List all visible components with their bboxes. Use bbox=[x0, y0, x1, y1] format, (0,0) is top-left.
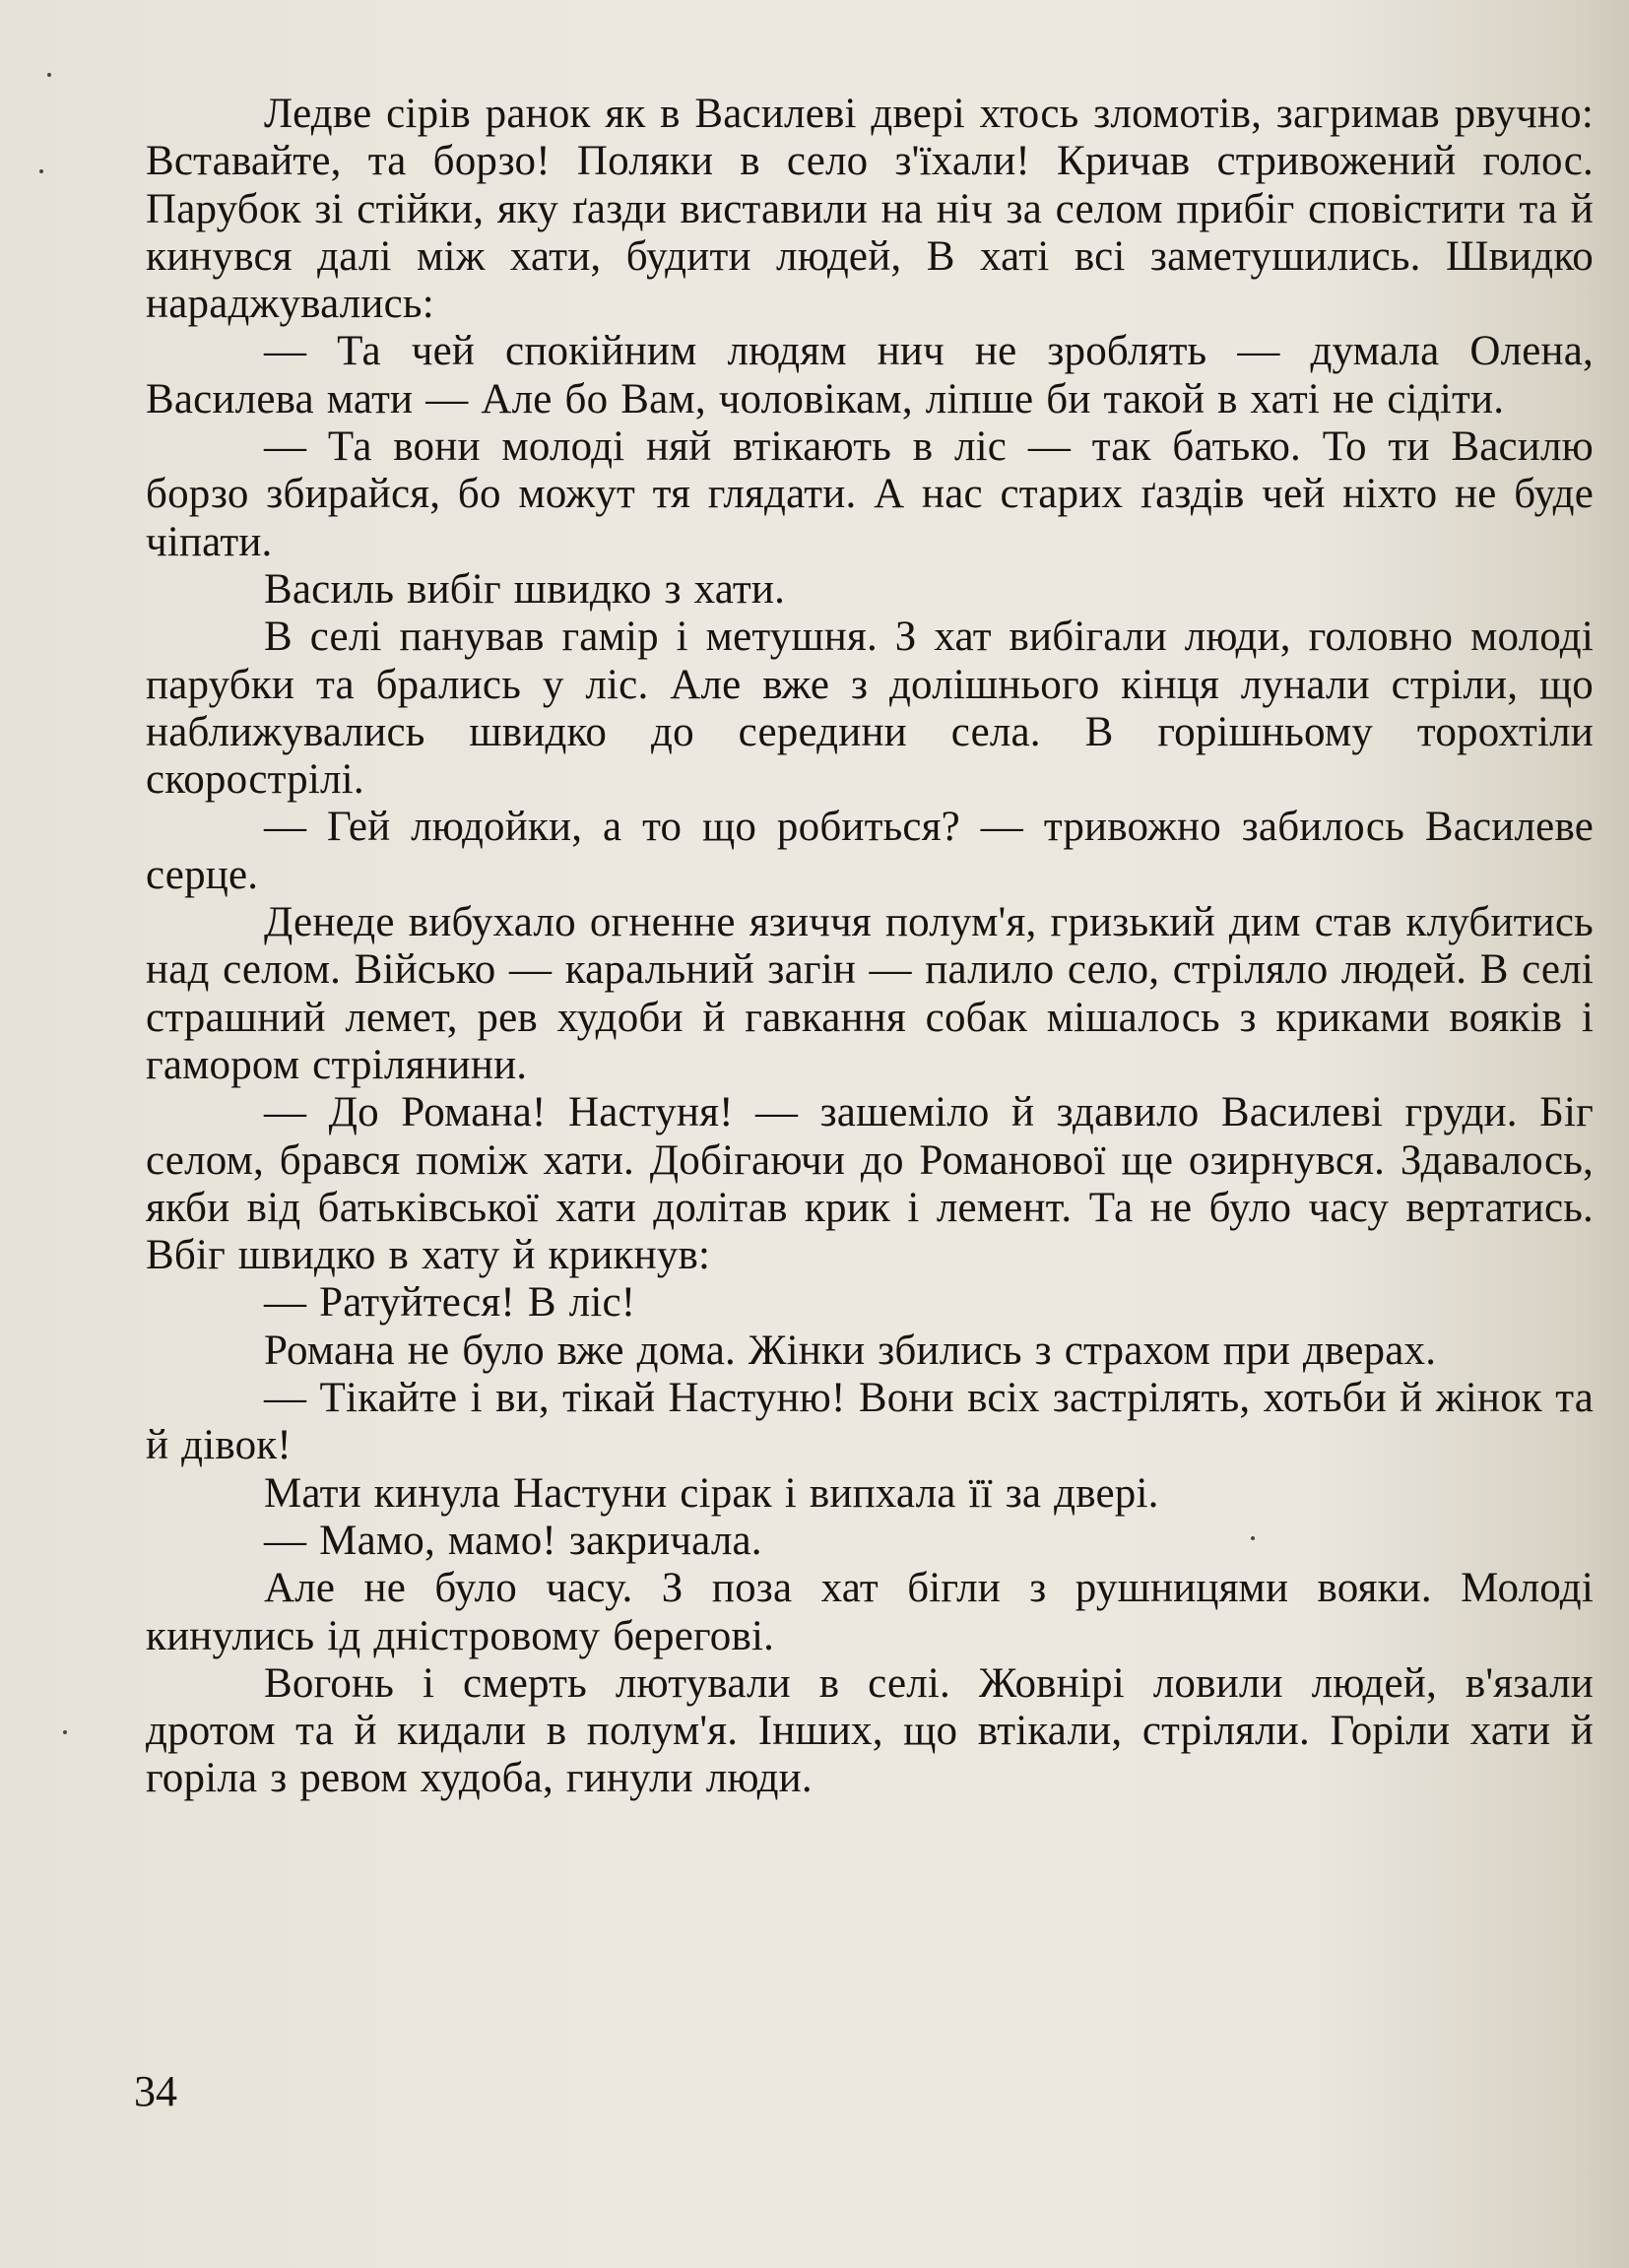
paper-speck bbox=[1251, 1536, 1255, 1540]
paragraph: Мати кинула Настуни сірак і випхала її за двері. bbox=[264, 1469, 1159, 1517]
paragraph: — Та вони молоді няй втікають в ліс — так батько. То ти Василю борзо збирайся, бо можут тя глядати. А нас старих ґаздів чей ніхто не буде чіпати. bbox=[146, 423, 1594, 565]
paragraph: — Гей людойки, а то що робиться? — тривожно забилось Василеве серце. bbox=[146, 804, 1594, 898]
page-number: 34 bbox=[134, 2067, 177, 2115]
paragraph: Денеде вибухало огненне язиччя полум'я, гризький дим став клубитись над селом. Військо — каральний загін — палило село, стріляло людей. В селі страшний лемет, рев худоби й гавкання собак мішалось з криками вояків і гамором стрілянини. bbox=[146, 899, 1594, 1088]
paragraph: — Мамо, мамо! закричала. bbox=[264, 1517, 762, 1564]
paper-speck bbox=[39, 169, 43, 173]
paragraph: В селі панував гамір і метушня. З хат вибігали люди, головно молоді парубки та брались у ліс. Але вже з долішнього кінця лунали стріли, що наближувались швидко до середини села. В горішньому торохтіли скорострілі. bbox=[146, 614, 1594, 804]
paragraph: — Тікайте і ви, тікай Настуню! Вони всіх застрілять, хотьби й жінок та й дівок! bbox=[146, 1375, 1594, 1469]
paragraph: — До Романа! Настуня! — зашеміло й здавило Василеві груди. Біг селом, брався поміж хати. Добігаючи до Романової ще озирнувся. Здавалось, якби від батьківської хати долітав крик і лемент. Та не було часу вертатись. Вбіг швидко в хату й крикнув: bbox=[146, 1089, 1594, 1279]
paragraph: — Та чей спокійним людям нич не зроблять — думала Олена, Василева мати — Але бо Вам, чоловікам, ліпше би такой в хаті не сідіти. bbox=[146, 328, 1594, 422]
body-text bbox=[146, 91, 1594, 1803]
paragraph: — Ратуйтеся! В ліс! bbox=[264, 1279, 636, 1327]
paragraph: Ледве сірів ранок як в Василеві двері хтось зломотів, загримав рвучно: Вставайте, та борзо! Поляки в село з'їхали! Кричав стривожений голос. Парубок зі стійки, яку ґазди виставили на ніч за селом прибіг сповістити та й кинувся далі між хати, будити людей, В хаті всі заметушились. Швидко нараджувались: bbox=[146, 91, 1594, 328]
paragraph: Василь вибіг швидко з хати. bbox=[264, 565, 786, 613]
paragraph: Романа не було вже дома. Жінки збились з страхом при дверах. bbox=[264, 1327, 1437, 1374]
paragraph: Вогонь і смерть лютували в селі. Жовнірі ловили людей, в'язали дротом та й кидали в полум'я. Інших, що втікали, стріляли. Горіли хати й горіла з ревом худоба, гинули люди. bbox=[146, 1659, 1594, 1802]
paragraph: Але не було часу. З поза хат бігли з рушницями вояки. Молоді кинулись ід дністровому берегові. bbox=[146, 1565, 1594, 1659]
paper-speck bbox=[63, 1730, 67, 1734]
paper-speck bbox=[47, 73, 51, 77]
